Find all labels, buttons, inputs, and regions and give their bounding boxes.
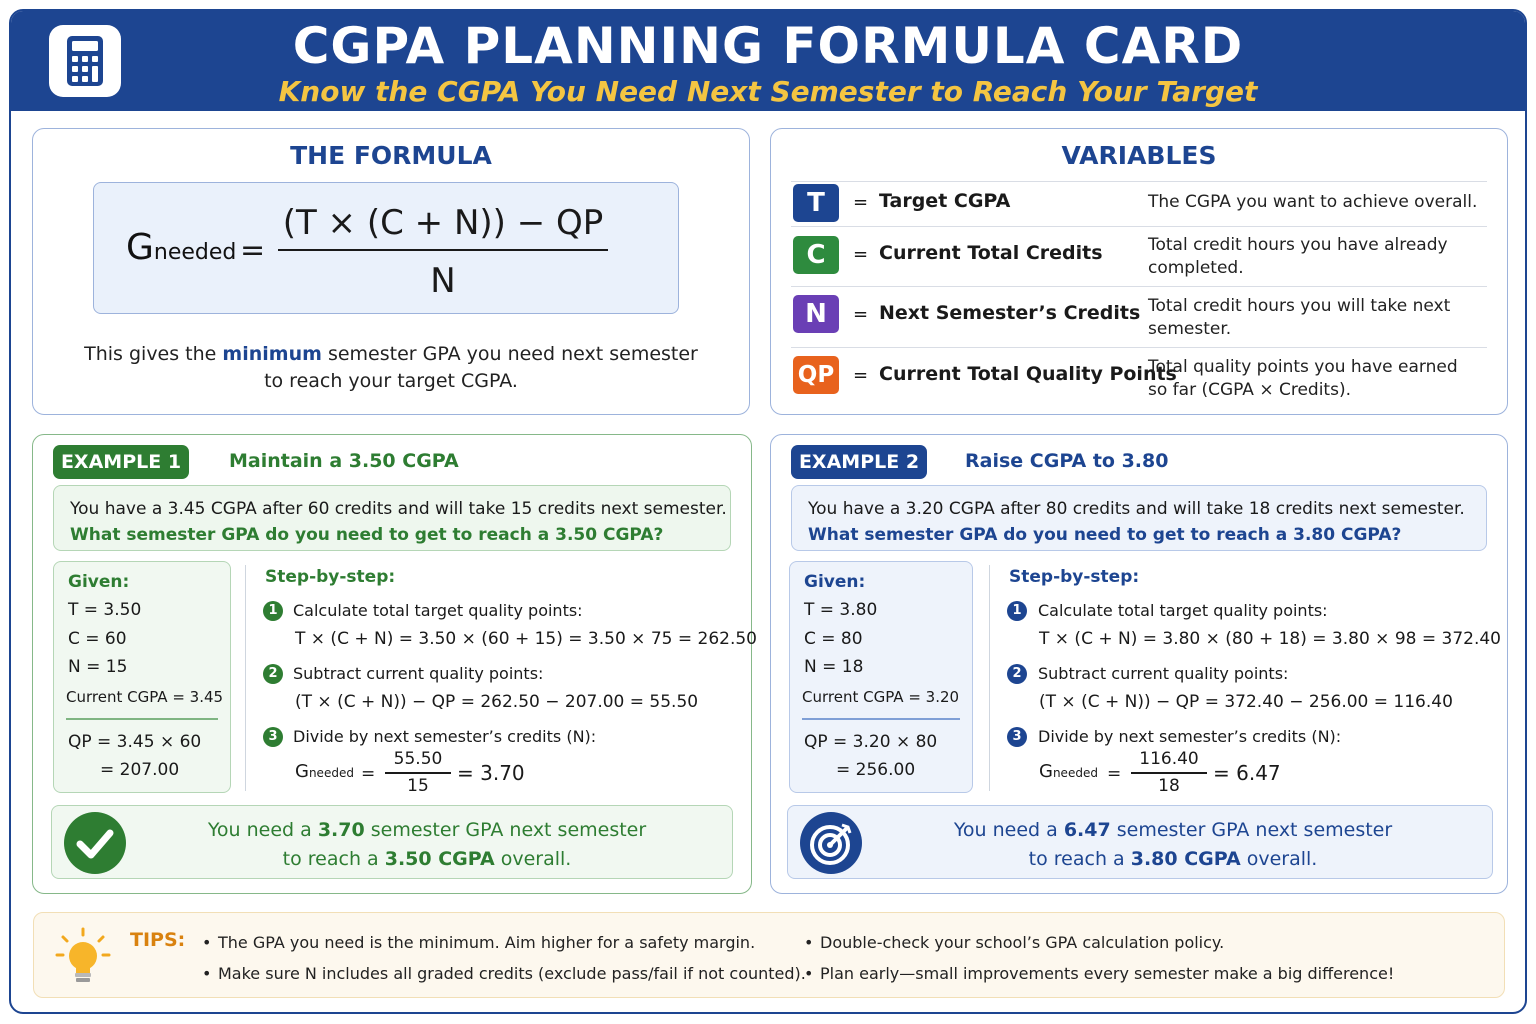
step-1-label: Calculate total target quality points: [1038,601,1328,620]
given-qp-result: = 256.00 [836,760,916,780]
formula-equals: = [240,233,266,268]
variable-name: Current Total Quality Points [879,363,1177,385]
variable-badge: N [793,295,839,333]
page-subtitle: Know the CGPA You Need Next Semester to Reach Your Target [278,75,1258,108]
variable-row-c [791,227,1487,287]
example-1-panel [32,434,757,894]
step-3-number: 3 [263,727,283,747]
question-text [808,496,1465,548]
variables-heading: VARIABLES [1061,141,1217,170]
formula-panel [32,128,750,415]
tip-item: • Plan early—small improvements every semester make a big difference! [804,964,1395,983]
header-banner [11,11,1525,111]
variable-equals: = [853,365,869,386]
variables-panel [770,128,1508,415]
variable-name: Next Semester’s Credits [879,302,1141,324]
given-title: Given: [804,572,866,592]
check-circle-icon [64,812,126,874]
given-qp: QP = 3.20 × 80 [804,732,938,752]
formula-card [9,9,1527,1014]
given-c: C = 80 [804,629,863,649]
variable-name: Target CGPA [879,190,1011,212]
example-1-badge: EXAMPLE 1 [53,445,189,479]
variable-description: Total quality points you have earned so far (CGPA × Credits). [1148,357,1458,400]
given-title: Given: [68,572,130,592]
example-2-badge: EXAMPLE 2 [791,445,927,479]
step-2-calc: (T × (C + N)) − QP = 372.40 − 256.00 = 116.40 [1039,692,1453,712]
example-1-title: Maintain a 3.50 CGPA [229,450,459,472]
result-text: You need a 6.47 semester GPA next semester to reach a 3.80 CGPA overall. [953,819,1393,870]
target-icon [800,812,862,874]
variable-badge: QP [793,356,839,394]
steps-title: Step-by-step: [1009,567,1140,587]
step-1-calc: T × (C + N) = 3.50 × (60 + 15) = 3.50 × 75 = 262.50 [295,629,757,649]
example-1-question [53,485,731,551]
step-1-calc: T × (C + N) = 3.80 × (80 + 18) = 3.80 × 98 = 372.40 [1039,629,1501,649]
formula-denominator: N [430,261,456,301]
steps-title: Step-by-step: [265,567,396,587]
page-title: CGPA PLANNING FORMULA CARD [292,17,1244,75]
given-divider [66,718,218,720]
question-line: You have a 3.45 CGPA after 60 credits and will take 15 credits next semester. [70,499,727,519]
variable-description: Total credit hours you have already completed. [1148,235,1448,278]
fraction-numerator: 116.40 [1139,749,1199,769]
formula-lhs: Gneeded [126,227,237,268]
step-3-number: 3 [1007,727,1027,747]
step-3-label: Divide by next semester’s credits (N): [1038,727,1342,746]
example-2-title: Raise CGPA to 3.80 [965,450,1169,472]
example-1-result [51,805,733,879]
step-1-label: Calculate total target quality points: [293,601,583,620]
variable-description: Total credit hours you will take next semester. [1148,296,1451,339]
variable-badge: C [793,236,839,274]
fraction-numerator: 55.50 [393,749,443,769]
step-2-label: Subtract current quality points: [1038,664,1289,683]
example-2-panel [770,434,1508,894]
tip-item: • Make sure N includes all graded credits (exclude pass/fail if not counted). [202,964,806,983]
steps-divider [989,565,990,791]
variable-name: Current Total Credits [879,242,1103,264]
example-2-given [789,561,973,793]
question-line: You have a 3.20 CGPA after 80 credits and will take 18 credits next semester. [808,499,1465,519]
g-needed-symbol: Gneeded [295,761,354,782]
lightbulb-icon [54,927,112,991]
step-3-label: Divide by next semester’s credits (N): [293,727,597,746]
tips-panel [33,912,1505,998]
given-divider [802,718,960,720]
formula-box [93,182,679,314]
given-current-cgpa: Current CGPA = 3.20 [802,688,960,706]
step-3-result: = 6.47 [1213,761,1281,785]
formula-fraction-bar [278,249,608,251]
given-c: C = 60 [68,629,127,649]
question-line-bold: What semester GPA do you need to get to reach a 3.80 CGPA? [808,525,1402,545]
given-n: N = 18 [804,657,864,677]
given-t: T = 3.50 [68,600,142,620]
step-2-label: Subtract current quality points: [293,664,544,683]
given-t: T = 3.80 [804,600,878,620]
variable-equals: = [853,244,869,265]
g-needed-symbol: Gneeded [1039,761,1098,782]
steps-divider [245,565,246,791]
step-3-result: = 3.70 [457,761,525,785]
step-1-number: 1 [1007,601,1027,621]
tip-item: • The GPA you need is the minimum. Aim higher for a safety margin. [202,933,756,952]
g-equals: = [1107,764,1122,784]
variable-badge: T [793,184,839,222]
tip-item: • Double-check your school’s GPA calculation policy. [804,933,1225,952]
fraction-bar [385,772,451,774]
step-1-number: 1 [263,601,283,621]
example-2-question [791,485,1487,551]
variable-row-n [791,287,1487,348]
given-qp: QP = 3.45 × 60 [68,732,202,752]
result-text: You need a 3.70 semester GPA next semester to reach a 3.50 CGPA overall. [207,819,647,870]
variable-row-qp [791,348,1487,410]
given-n: N = 15 [68,657,128,677]
example-2-result [787,805,1493,879]
tips-label: TIPS: [130,929,186,951]
given-current-cgpa: Current CGPA = 3.45 [66,688,224,706]
step-2-number: 2 [263,664,283,684]
variable-description: The CGPA you want to achieve overall. [1148,192,1478,212]
step-2-calc: (T × (C + N)) − QP = 262.50 − 207.00 = 55.50 [295,692,699,712]
step-2-number: 2 [1007,664,1027,684]
g-equals: = [361,764,376,784]
variable-row-t [791,181,1487,227]
question-text [70,496,727,548]
given-qp-result: = 207.00 [100,760,180,780]
formula-note: This gives the minimum semester GPA you need next semester to reach your target CGPA. [84,343,698,392]
formula-numerator: (T × (C + N)) − QP [282,203,604,243]
fraction-denominator: 18 [1158,776,1180,796]
variable-equals: = [853,192,869,213]
question-line-bold: What semester GPA do you need to get to reach a 3.50 CGPA? [70,525,664,545]
variable-equals: = [853,304,869,325]
formula-heading: THE FORMULA [290,141,492,170]
fraction-denominator: 15 [407,776,429,796]
fraction-bar [1131,772,1207,774]
example-1-given [53,561,231,793]
